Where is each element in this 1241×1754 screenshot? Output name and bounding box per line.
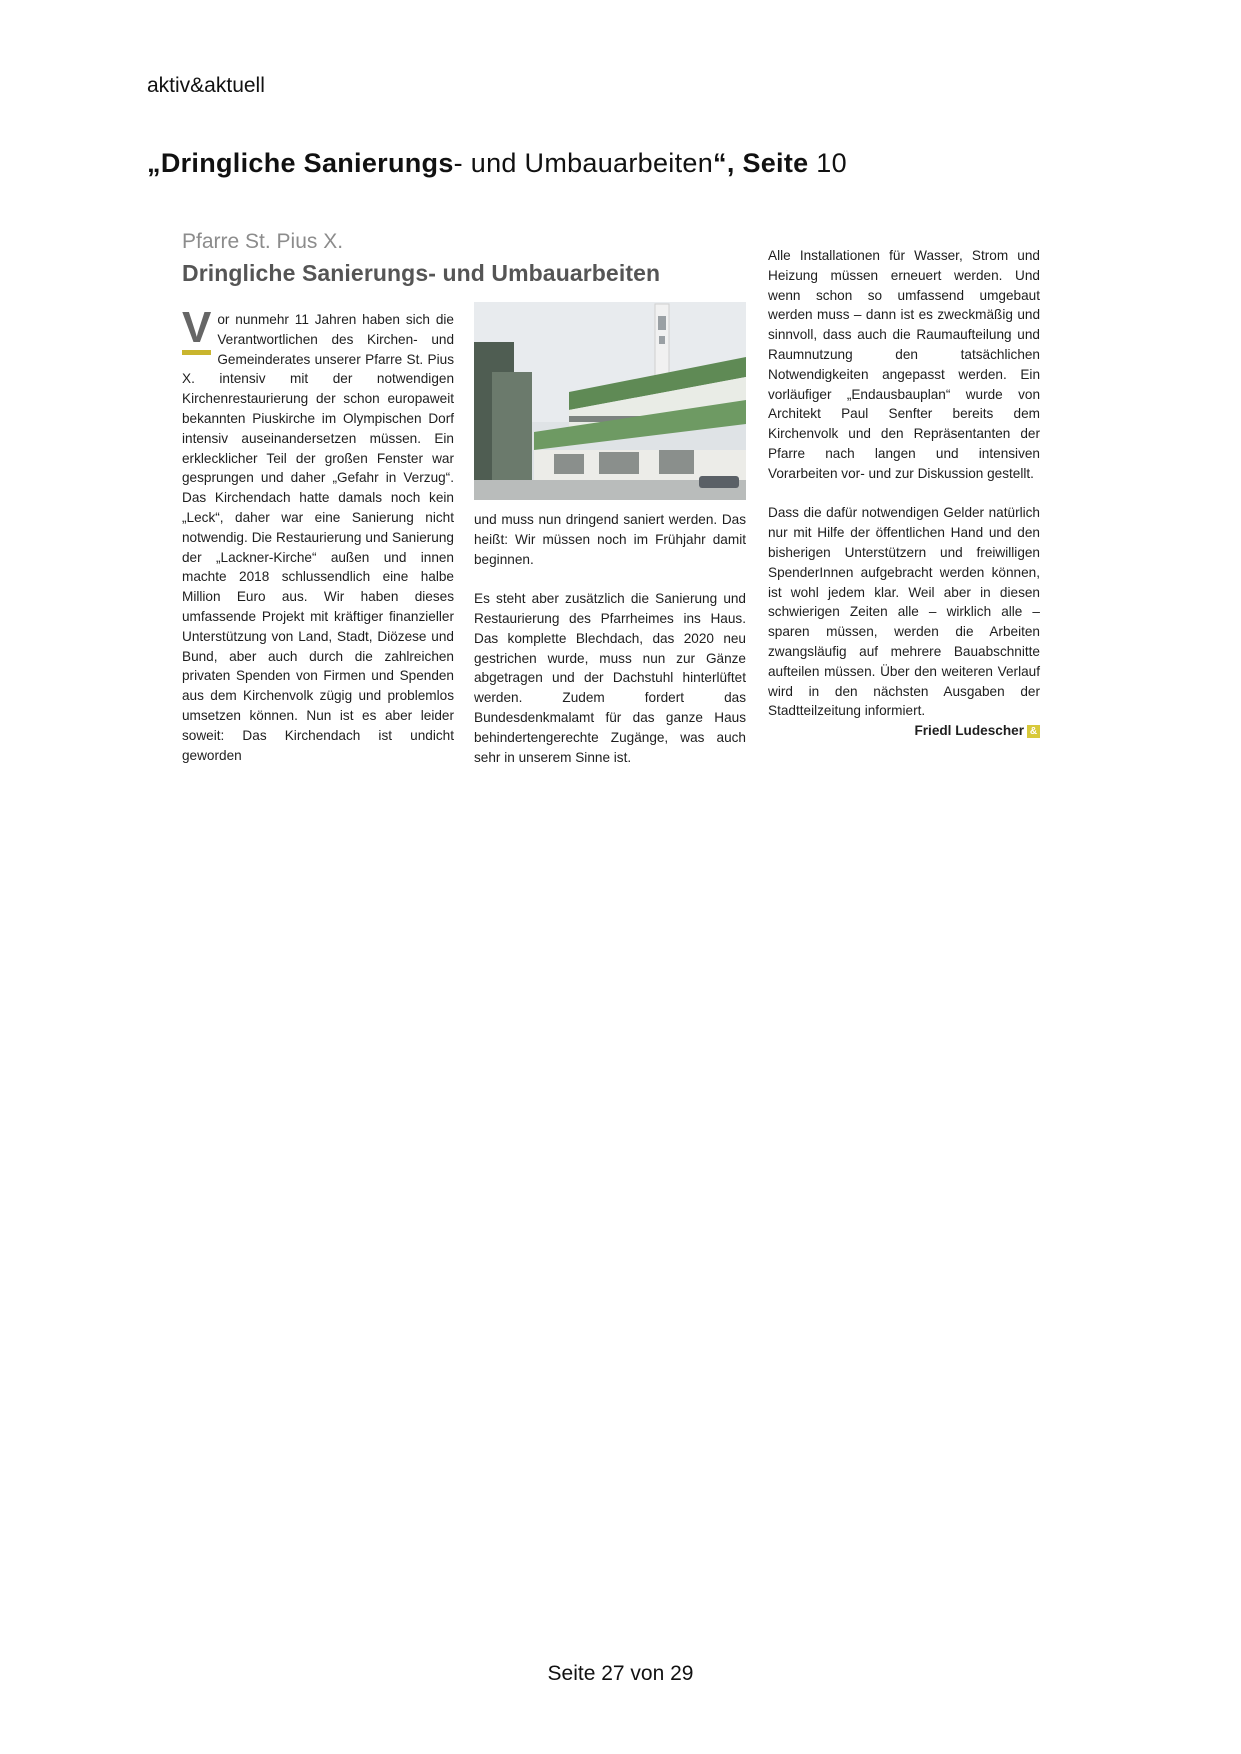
author-signature	[914, 721, 1040, 741]
document-title	[147, 148, 847, 179]
page-footer: Seite 27 von 29	[547, 1662, 694, 1685]
article-headline: Dringliche Sanierungs- und Umbauarbeiten	[182, 260, 661, 286]
article-kicker: Pfarre St. Pius X.	[182, 230, 344, 253]
column-1-text: or nunmehr 11 Jahren haben sich die Verantwortlichen des Kirchen- und Gemeinderates unserer Pfarre St. Pius X. intensiv mit der notwendigen Kirchenrestaurierung der schon europaweit bekannten Piuskirche im Olympischen Dorf intensiv auseinandersetzen müssen. Ein erklecklicher Teil der großen Fenster war gesprungen und daher „Gefahr in Verzug“. Das Kirchendach hatte damals noch kein „Leck“, daher war eine Sanierung nicht notwendig. Die Restaurierung und Sanierung der „Lackner-Kirche“ außen und innen machte 2018 schlussendlich eine halbe Million Euro aus. Wir haben dieses umfassende Projekt mit kräftiger finanzieller Unterstützung von Land, Stadt, Diözese und Bund, aber auch durch die zahlreichen privaten Spenden von Firmen und Spenden aus dem Kirchenvolk zügig und problemlos umsetzen können. Nun ist es aber leider soweit: Das Kirchendach ist undicht geworden	[182, 312, 454, 763]
column-2-paragraph-1: und muss nun dringend saniert werden. Das heißt: Wir müssen noch im Frühjahr damit beginnen.	[474, 512, 746, 567]
title-open-quote: „	[147, 148, 161, 178]
header-label: aktiv&aktuell	[147, 74, 265, 97]
title-normal-part: - und Umbauarbeiten	[453, 148, 714, 178]
title-close-quote: “,	[713, 148, 743, 178]
article-column-3	[768, 246, 1040, 741]
end-mark-icon: &	[1027, 725, 1040, 738]
church-photo	[474, 302, 746, 500]
column-3-paragraph-2-text: Dass die dafür notwendigen Gelder natürlich nur mit Hilfe der öffentlichen Hand und den bisherigen Unterstützern und freiwilligen SpenderInnen aufgebracht werden können, ist wohl jedem klar. Weil aber in diesen schwierigen Zeiten alle – wirklich alle – sparen müssen, werden die Arbeiten zwangsläufig auf mehrere Bauabschnitte aufteilen müssen. Über den weiteren Verlauf wird in den nächsten Ausgaben der Stadtteilzeitung informiert.	[768, 505, 1040, 719]
column-3-paragraph-2	[768, 503, 1040, 739]
column-2-paragraph-2: Es steht aber zusätzlich die Sanierung und Restaurierung des Pfarrheimes ins Haus. Das komplette Blechdach, das 2020 neu gestrichen wurde, muss nun zur Gänze abgetragen und der Dachstuhl hinterlüftet werden. Zudem fordert das Bundesdenkmalamt für das ganze Haus behindertengerechte Zugänge, was auch sehr in unserem Sinne ist.	[474, 591, 746, 765]
title-bold-part: Dringliche Sanierungs	[160, 148, 454, 178]
title-page-number: 10	[808, 148, 847, 178]
church-photo-image	[474, 302, 746, 500]
article-column-1	[182, 303, 454, 765]
newspaper-clipping	[178, 230, 1048, 768]
author-name: Friedl Ludescher	[914, 723, 1024, 739]
column-3-paragraph-1: Alle Installationen für Wasser, Strom und Heizung müssen erneuert werden. Und wenn schon so umfassend umgebaut werden muss – dann ist es zweckmäßig und sinnvoll, dass auch die Raumaufteilung und Raumnutzung den tatsächlichen Notwendigkeiten angepasst werden. Ein vorläufiger „Endausbauplan“ wurde von Architekt Paul Senfter bereits dem Kirchenvolk und den Repräsentanten der Pfarre nach langen und intensiven Vorarbeiten vor- und zur Diskussion gestellt.	[768, 248, 1040, 481]
article-column-2	[474, 510, 746, 767]
title-page-label: Seite	[742, 148, 809, 178]
dropcap: V	[182, 310, 211, 355]
